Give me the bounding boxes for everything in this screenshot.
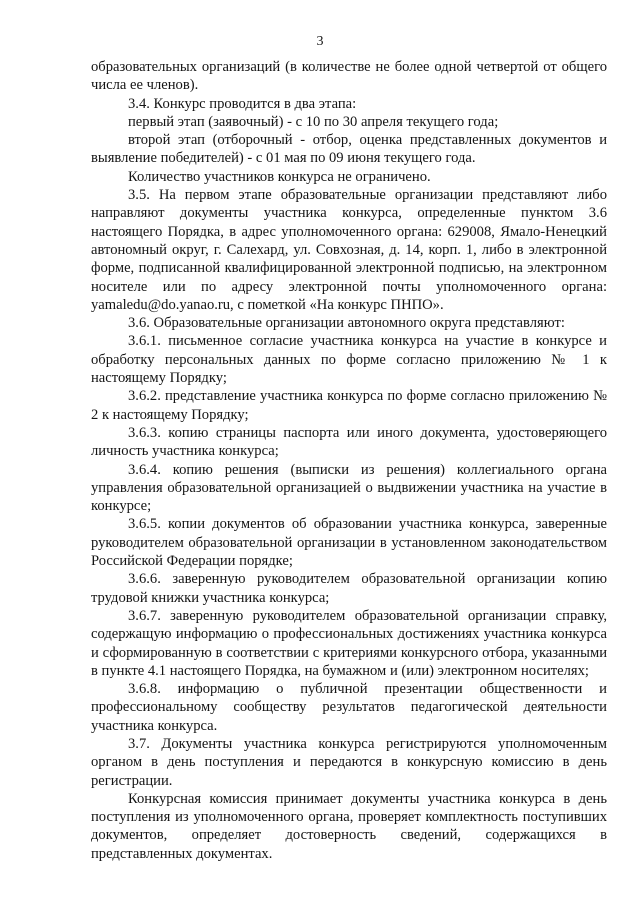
paragraph-3-6-2: 3.6.2. представление участника конкурса по форме согласно приложению № 2 к настоящему Порядку;: [91, 388, 607, 423]
paragraph-3-6-7: 3.6.7. заверенную руководителем образовательной организации справку, содержащую информацию о профессиональных достижениях участника конкурса и сформированную в соответствии с критериями конкурсного отбора, указанными в пункте 4.1 настоящего Порядка, на бумажном и (или) электронном носителях;: [91, 607, 607, 679]
paragraph-participants-count: Количество участников конкурса не ограничено.: [128, 168, 431, 185]
document-body: [91, 58, 607, 863]
page-number: 3: [316, 34, 324, 49]
paragraph-3-5: 3.5. На первом этапе образовательные организации представляют либо направляют документы участника конкурса, определенные пунктом 3.6 настоящего Порядка, в адрес уполномоченного органа: 629008, Ямало-Ненецкий автономный округ, г. Салехард, ул. Совхозная, д. 14, корп. 1, либо в электронной форме, подписанной квалифицированной электронной подписью, на электронном носителе или по адресу электронной почты уполномоченного органа: yamaledu@do.yanao.ru, с пометкой «На конкурс ПНПО».: [91, 187, 607, 313]
paragraph-3-7: 3.7. Документы участника конкурса регистрируются уполномоченным органом в день поступления и передаются в конкурсную комиссию в день регистрации.: [91, 735, 607, 789]
paragraph-stage-two: второй этап (отборочный - отбор, оценка представленных документов и выявление победителей) - с 01 мая по 09 июня текущего года.: [91, 132, 607, 167]
paragraph-continuation: образовательных организаций (в количестве не более одной четвертой от общего числа ее членов).: [91, 59, 607, 94]
paragraph-3-6-4: 3.6.4. копию решения (выписки из решения) коллегиального органа управления образовательной организацией о выдвижении участника на участие в конкурсе;: [91, 461, 607, 515]
paragraph-3-6-3: 3.6.3. копию страницы паспорта или иного документа, удостоверяющего личность участника конкурса;: [91, 424, 607, 460]
paragraph-3-6-5: 3.6.5. копии документов об образовании участника конкурса, заверенные руководителем образовательной организации в установленном законодательством Российской Федерации порядке;: [91, 516, 607, 570]
paragraph-3-6-6: 3.6.6. заверенную руководителем образовательной организации копию трудовой книжки участника конкурса;: [91, 571, 607, 606]
paragraph-3-4: 3.4. Конкурс проводится в два этапа:: [128, 95, 357, 112]
paragraph-commission: Конкурсная комиссия принимает документы участника конкурса в день поступления из уполномоченного органа, проверяет комплектность поступивших документов, определяет достоверность сведений, содержащихся в представленных документах.: [91, 790, 607, 862]
paragraph-3-6: 3.6. Образовательные организации автономного округа представляют:: [128, 315, 565, 332]
paragraph-3-6-1: 3.6.1. письменное согласие участника конкурса на участие в конкурсе и обработку персональных данных по форме согласно приложению № 1 к настоящему Порядку;: [91, 333, 607, 387]
paragraph-3-6-8: 3.6.8. информацию о публичной презентации общественности и профессиональному сообществу результатов педагогической деятельности участника конкурса.: [91, 681, 607, 734]
paragraph-stage-one: первый этап (заявочный) - с 10 по 30 апреля текущего года;: [128, 113, 499, 130]
